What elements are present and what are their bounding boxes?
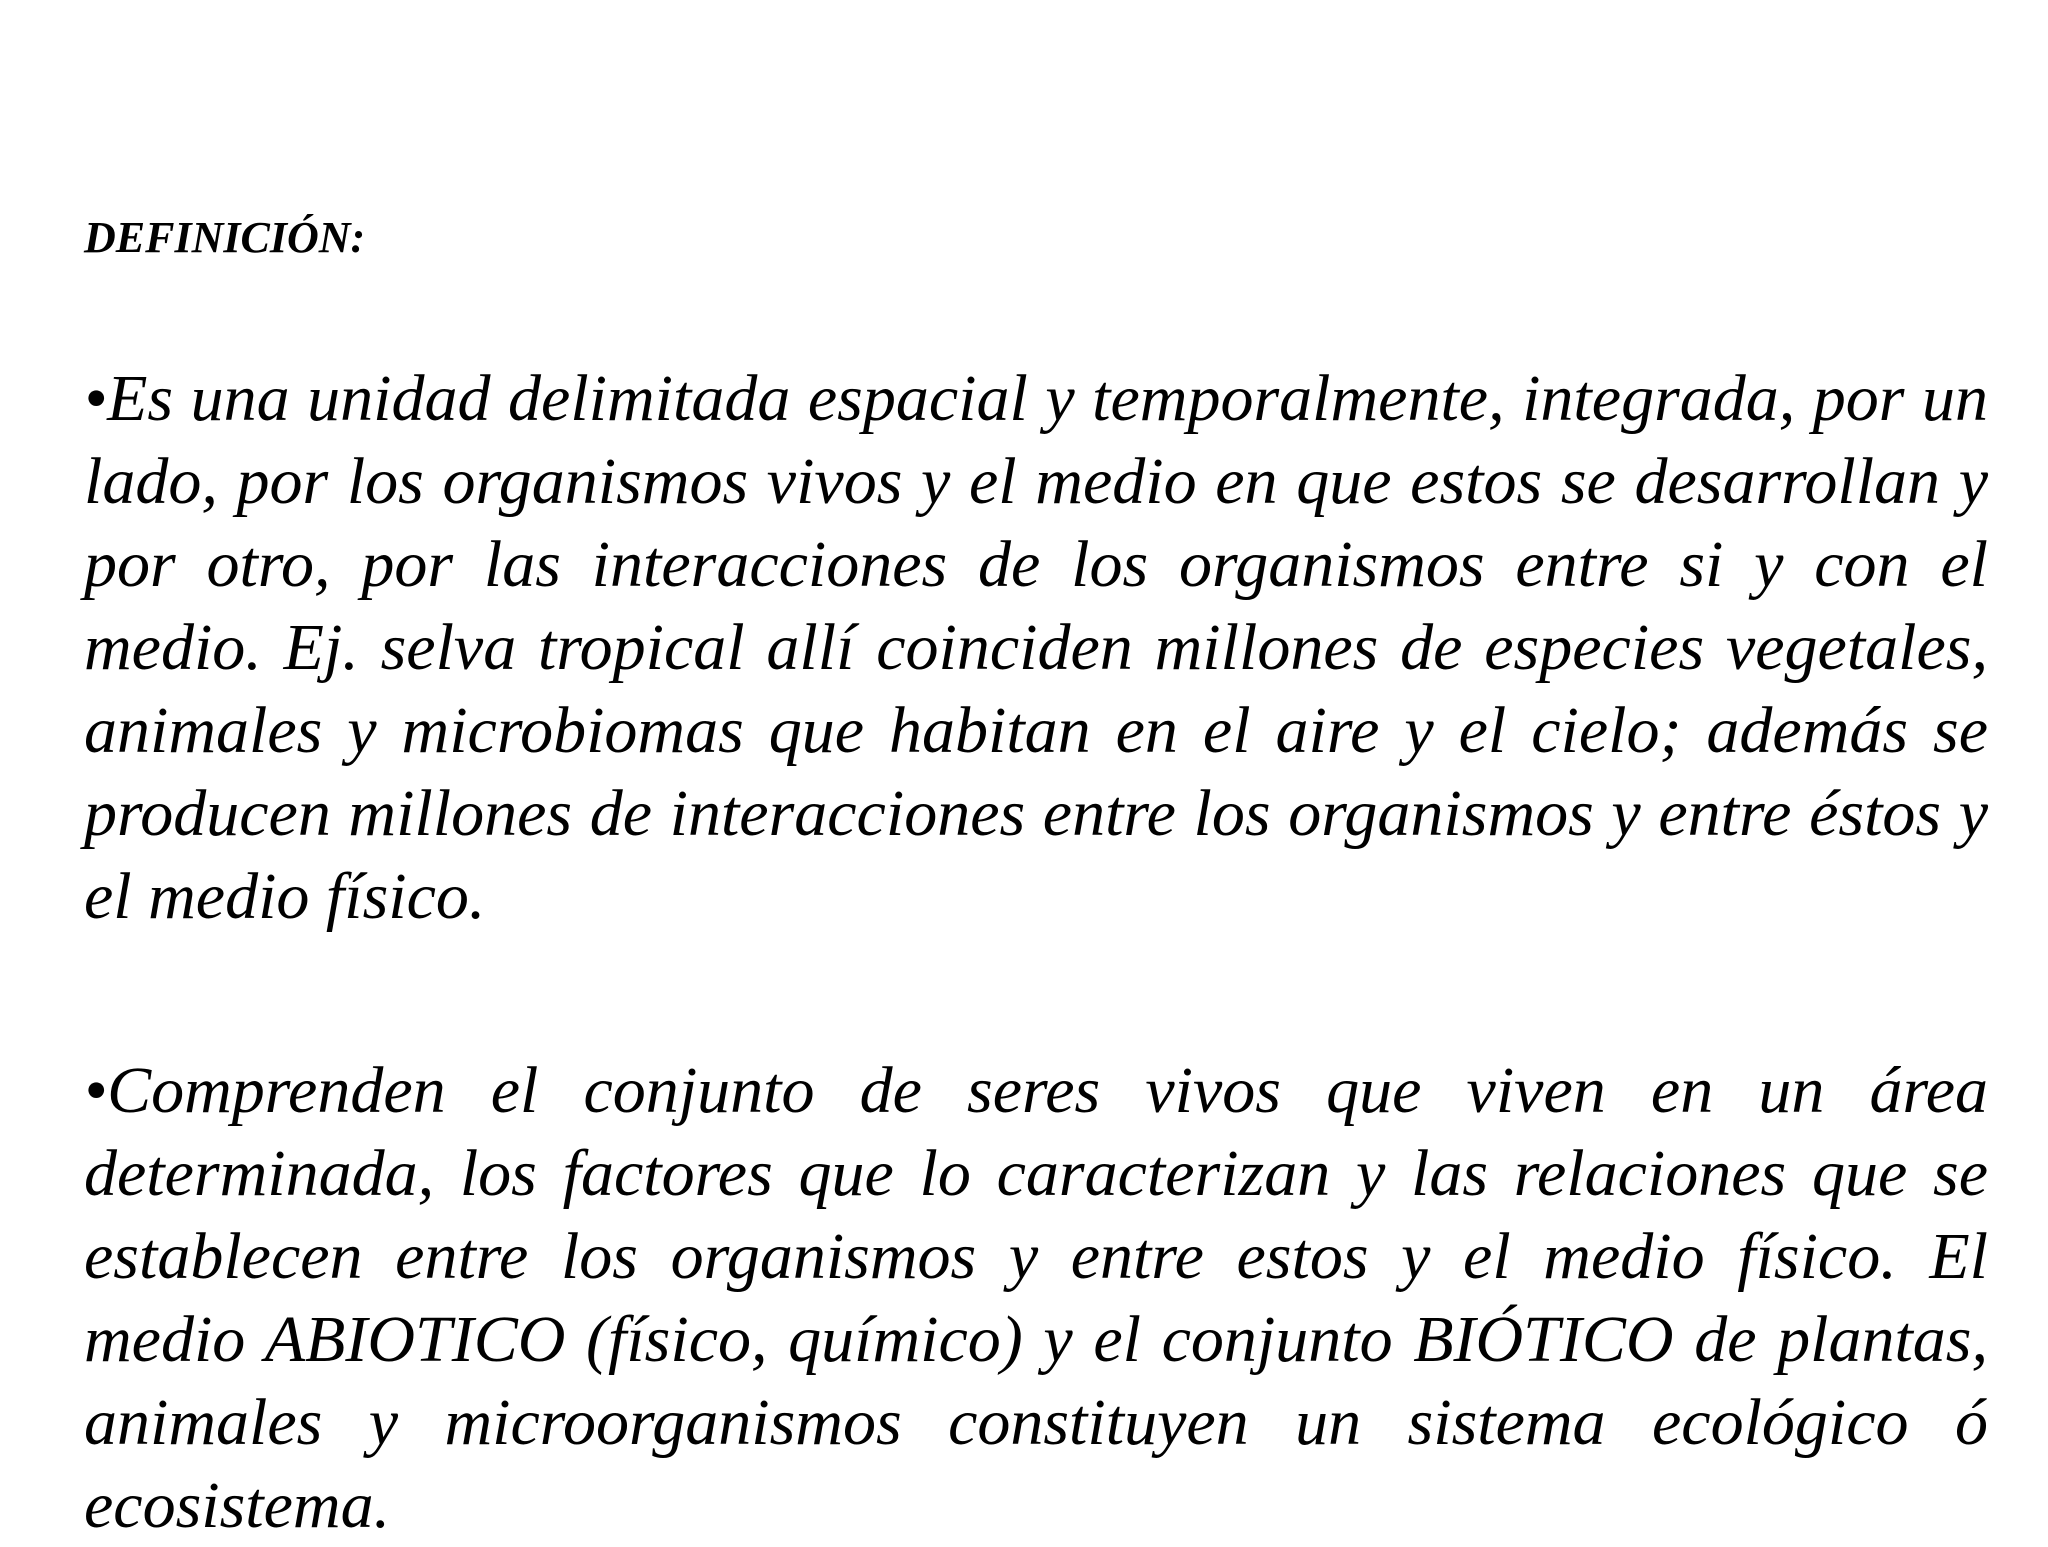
definition-paragraph-1: •Es una unidad delimitada espacial y temporalmente, integrada, por un lado, por los organismos vivos y el medio en que estos se desarrollan y por otro, por las interacciones de los organismos entre si y con el medio. Ej. selva tropical allí coinciden millones de especies vegetales, animales y microbiomas que habitan en el aire y el cielo; además se producen millones de interacciones entre los organismos y entre éstos y el medio físico. bbox=[84, 362, 1988, 933]
definition-paragraph-2: •Comprenden el conjunto de seres vivos que viven en un área determinada, los factores que lo caracterizan y las relaciones que se establecen entre los organismos y entre estos y el medio físico. El medio ABIOTICO (físico, químico) y el conjunto BIÓTICO de plantas, animales y microorganismos constituyen un sistema ecológico ó ecosistema. bbox=[84, 1054, 1988, 1542]
section-heading: DEFINICIÓN: bbox=[84, 213, 366, 262]
